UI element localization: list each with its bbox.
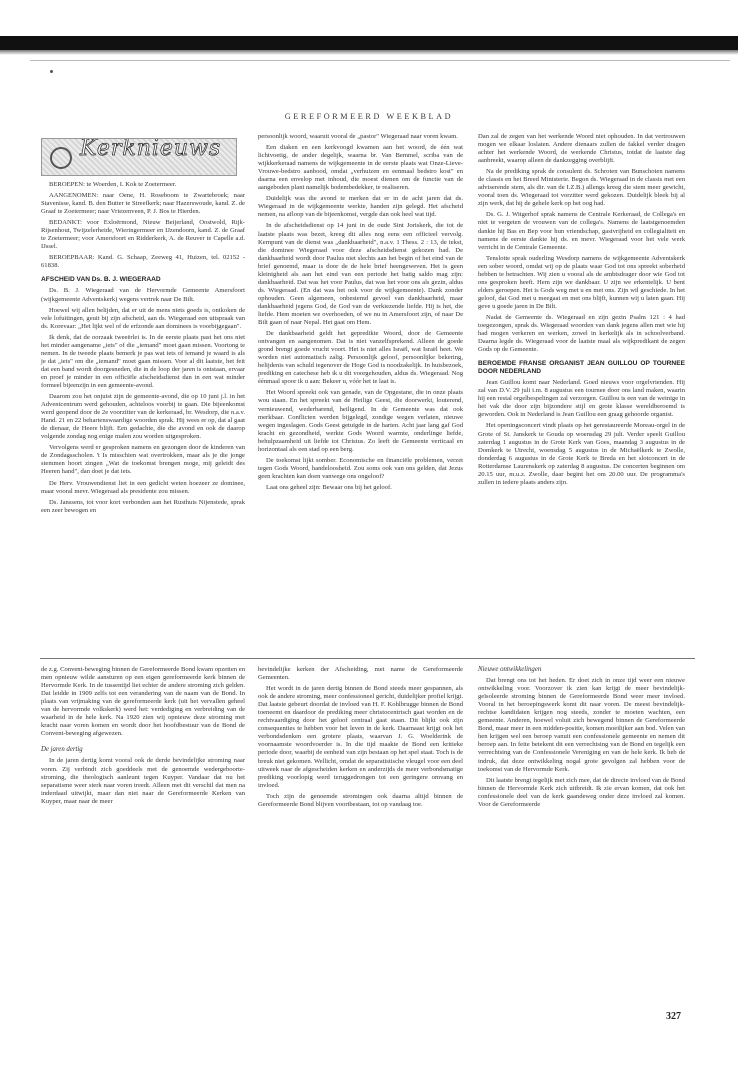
- column-2: [258, 133, 463, 495]
- article-paragraph: Ik denk, dat de oorzaak tweeërlei is. In de eerste plaats past het ons niet het minder aangename „iets" of die „iemand" moet gaan missen. Voortong te nemen. In de tweede plaats bemerk je pas wat iets of iemand je waard is als je dat „iets" om die „iemand" moet gaan missen. Voor al dit laatste, het feit dat een band wordt doorgesneden, die in de loop der jaren is ontstaan, ervaar en proef je minder in een officiële afscheidsdienst dan in een wat minder formeel bijeenzijn in een gemeente-avond.: [41, 333, 245, 389]
- article-paragraph: persoonlijk woord, waaruit vooral de „pastor" Wiegeraad naar voren kwam.: [258, 133, 458, 140]
- article-paragraph: Laat ons geheel zijn: Bewaar ons bij het geloof.: [266, 483, 392, 491]
- announcement-paragraph: BEDANKT: voor Exloërmond, Nieuw Beijerland, Oostwold, Rijk-Rijsenhout, Twijzelerheide, Wieringermeer en IJzendoorn, kand. Z. de Graaf te Zoetermeer; voor Amersfoort en Ridderkerk, A. de Reuver te Capelle a.d. IJssel.: [41, 219, 245, 251]
- article-paragraph: bevindelijke kerken der Afscheiding, met name de Gereformeerde Gemeenten.: [258, 666, 463, 682]
- article-paragraph: Ds. Janssens, tot voor kort verbonden aan het Rusthuis Nijenstede, sprak een zeer bewogen en: [41, 498, 245, 514]
- article-paragraph: Duidelijk was die avond te merken dat er in de acht jaren dat ds. Wiegeraad in de wijkgemeente werkte, handen zijn gelegd. Het afscheid nemen, na afloop van de bijeenkomst, vergde dan ook heel wat tijd.: [258, 195, 463, 219]
- article-paragraph: Tenslotte sprak ouderling Wesdorp namens de wijkgemeente Adventskerk een sober woord, omdat wij op de plaats waar God tot ons spreekt soberheid hebben te betrachten. Wij zien u vooral als de ambtsdrager door wie God tot ons gesproken heeft. Hem zijn we dankbaar. U zijn we erkentelijk. U bent elders geroepen. Het is Gods weg met u en met ons. Zijn wil geschiede. In het geloof, dat God met u meegaat en met ons blijft, kunnen wij u laten gaan. Hij geve u goede jaren in De Bilt.: [478, 254, 685, 310]
- article-paragraph: Ds. G. J. Witgerhof sprak namens de Centrale Kerkeraad, de Collega's en niet te vergeten de vrouwen van de collega's. Namens de laatstgenoemden dankte hij Bas en Bep voor hun vriendschap, gastvrijheid en collegialiteit en namens de eerste dankte hij ds. en mevr. Wiegeraad voor het vele werk verricht in de Centrale Gemeente.: [478, 211, 685, 251]
- bottom-column-1: [41, 666, 245, 809]
- article-paragraph: Het wordt in de jaren dertig binnen de Bond steeds meer gespannen, als ook de andere stroming, meer confessioneel gericht, duidelijker profiel krijgt. Dat laatste gebeurt doordat de invloed van H. F. Kohlbrugge binnen de Bond toeneemt en daardoor de prediking meer christocentrisch gaat worden en de rechtvaardiging door het geloof centraal gaat staan. Dit blijkt ook zijn consequenties te hebben voor het leven in de kerk. Daarnaast krijgt ook het verbondsdenken een grotere plaats, waarvan J. G. Woelderink de voornaamste woordvoerder is. In die tijd maakte de Bond een kritieke periode door, waarbij de eenheid van zijn bestaan op het spel staat. Toch is de breuk niet gekomen. Wellicht, omdat de separatistische vleugel voor een deel uitweek naar de afgescheiden kerken en anderzijds de meer verbondsmatige prediking voorlopig werd teruggedrongen tot een geringere omvang en invloed.: [258, 685, 463, 789]
- announcement-paragraph: BEROEPBAAR: Kand. G. Schaap, Zeeweg 41, Huizen, tel. 02152 - 61838.: [41, 254, 245, 270]
- article-paragraph: Dan zal de zegen van het werkende Woord niet ophouden. In dat vertrouwen mogen we elkaar loslaten. Andere dienaars zullen de fakkel verder dragen achter het werkende Woord, de werkende Christus, totdat de laatste dag aanbreekt, waarop alleen de dankzegging overblijft.: [478, 133, 685, 165]
- column-3: [478, 133, 685, 490]
- article-paragraph: Dat brengt ons tot het heden. Er doet zich in onze tijd weer een nieuwe ontwikkeling voor. Voorzover ik zien kan krijgt de meer bevindelijk-geïsoleerde stroming binnen de Gereformeerde Bond weer meer invloed. Vooral in het beroepingswerk komt dit naar voren. De meest bevindelijk-rechtse kandidaten krijgen nog steeds, zonder te moeten wachten, een gemeente. Anderen, hoewel voluit zich bewegend binnen de Gereformeerde Bond, maar meer in een midden-positie, komen moeilijker aan bod. Velen van hen krijgen wel een beroep vanuit een confessionele gemeente en nemen dit beroep aan. In feite betekent dit een verrechtsing van de Bond en tegelijk een verrechtsing van de Confessionele Vereniging en van de hele kerk. Ik heb de indruk, dat deze ontwikkeling nogal grote gevolgen zal hebben voor de toekomst van de Hervormde Kerk.: [478, 677, 685, 773]
- article-paragraph: De dankbaarheid geldt het gepredikte Woord, door de Gemeente ontvangen en aangenomen. Dat is niet vanzelfsprekend. Alleen de goede grond brengt goede vrucht voort. Het is niet alles Israël, wat Israël heet. We worden niet automatisch zalig. Persoonlijk geloof, persoonlijke bekering, belijdenis van schuld tegenover de Hoge God is noodzakelijk. In huisbezoek, prediking en catechese heb ik u dit voorgehouden, aldus ds. Wiegeraad. Nog éénmaal spoor ik u aan: Bekeer u, vóór het te laat is.: [258, 330, 463, 386]
- announcement-paragraph: BEROEPEN: te Woerden, I. Kok te Zoetermeer.: [49, 181, 177, 188]
- article-paragraph: Jean Guillou komt naar Nederland. Goed nieuws voor orgelvrienden. Hij zal van D.V. 29 juli t.m. 8 augustus een tournee door ons land maken, waarin hij een restal orgelbespelingen zal verzorgen. Guillou is een van de weinige in het vak die door zijn bijzondere stijl en grote klasse wereldberoemd is geworden. Ook in Nederland is Jean Guillou een graag gehoorde organist.: [478, 379, 685, 419]
- kerknieuws-logo: [41, 138, 237, 176]
- page-number: 327: [666, 1011, 681, 1022]
- ornament-icon: [50, 147, 72, 169]
- article-paragraph: De toekomst lijkt somber. Economische en financiële problemen, verzet tegen Gods Woord, handeloosheid. Zou soms ook van ons gelden, dat Jezus geen krachten kan doen vanwege ons ongeloof?: [258, 456, 463, 480]
- article-paragraph: Dit laatste brengt tegelijk met zich mee, dat de directe invloed van de Bond binnen de Hervormde Kerk zich uitbreidt. Ik zie ervan komen, dat ook het confessionele deel van de kerk gaandeweg onder deze invloed zal komen. Voor de Gereformeerde: [478, 776, 685, 808]
- article-heading: AFSCHEID VAN Ds. B. J. WIEGERAAD: [41, 276, 161, 284]
- article-paragraph: Een diaken en een kerkvoogd kwamen aan het woord, de één wat lichtvoetig, de ander degelijk, waarna br. Van Bemmel, scriba van de wijkkerkeraad namens de wijkgemeente in de eerste plaats wat Onze-Lieve-Vrouwe-bedstro aanbood, omdat „verhuizen en eenmaal bedstro kost" en daarna een envelop met inhoud, die moest dienen om de functie van de aangeboden plant namelijk bodembedekker, te realiseren.: [258, 144, 463, 192]
- article-paragraph: Ds. B. J. Wiegeraad van de Hervormde Gemeente Amersfoort (wijkgemeente Adventskerk) wegens vertrek naar De Bilt.: [41, 287, 245, 303]
- column-1: [41, 138, 245, 518]
- scan-top-shadow: [0, 50, 738, 55]
- article-paragraph: Het openingsconcert vindt plaats op het gerestaureerde Moreau-orgel in de Grote of St. Janskerk te Gouda op woensdag 29 juli. Verder speelt Guillou zaterdag 1 augustus in de Grote Kerk van Goes, maandag 3 augustus in de Domkerk te Utrecht, woensdag 5 augustus in de Michaëlkerk te Zwolle, donderdag 6 augustus in de Grote Kerk te Breda en het slotconcert in de Rotterdamse Laurenskerk op zaterdag 8 augustus. De concerten beginnen om 20.15 uur, m.u.z. Zwolle, daar begint het om 20.00 uur. De programma's zullen in iedere plaats anders zijn.: [478, 422, 685, 486]
- bottom-column-3: [478, 666, 685, 812]
- article-paragraph: Daarom zou het onjuist zijn de gemeente-avond, die op 10 juni j.l. in het Adventcentrum werd gehouden, achteloos voorbij te gaan. Die bijeenkomst werd geopend door de 2e voorzitter van de kerkeraad, br. Wesdorp, die n.a.v. Hand. 21 en 22 behartenswaardige woorden sprak. Hij wees er op, dat al gaat de dienaar, de Heere blijft. Een gedachte, die die avond en ook de daarop volgende zondag nog enige malen zou worden uitgesproken.: [41, 393, 245, 441]
- scan-top-bar: [0, 36, 738, 50]
- section-divider: [40, 658, 695, 659]
- article-heading: BEROEMDE FRANSE ORGANIST JEAN GUILLOU OP TOURNEE DOOR NEDERLAND: [478, 360, 685, 376]
- article-paragraph: Vervolgens werd er gesproken namens en gezongen door de kinderen van de Zondagsscholen. 't Is misschien wat overtrokken, maar als je die jonge stemmen hoort zingen „Wat de toekomst brengen moge, mij geleidt des Heeren hand", dan doet je dat iets.: [41, 444, 245, 476]
- article-paragraph: Na de prediking sprak de consulent ds. Schroten van Bunschoten namens de classis en het Breed Ministerie. Begon ds. Wiegeraad in de classis met een adviserende stem, als dir. van de I.Z.B.) allengs kreeg die stem meer gewicht, vooral toen ds. Wiegeraad tot vorzitter werd gekozen. Duidelijk bleek bij al zijn werk, dat hij de gehele kerk op het oog had.: [478, 168, 685, 208]
- scan-speck: [50, 70, 53, 73]
- article-paragraph: Toch zijn de genoemde stromingen ook daarna altijd binnen de Gereformeerde Bond blijven voortbestaan, tot op vandaag toe.: [258, 792, 463, 808]
- section-subheading: De jaren dertig: [41, 746, 83, 754]
- article-paragraph: Het Woord spreekt ook van genade, van de Opgestane, die in onze plaats wou staan. En het spreekt van de Heilige Geest, die doorwerkt, louterend, vernieuwend, wederbarend, heiligend. In de Gemeente was dat ook merkbaar. Conflicten werden bijgelegd, zondige wegen verlaten, nieuwe wegen ingeslagen. Gods Geest getuigde in de harten. Acht jaar lang gaf God kracht en gezondheid, werkte Gods Woord warmte, onderlinge liefde, behulpzaamheid uit liefde tot Christus. Zo leeft de Gemeente verticaal en horizontaal als een stad op een berg.: [258, 389, 463, 453]
- announcement-paragraph: AANGENOMEN: naar Oene, H. Roseboom te Zwartebroek; naar Stavenisse, kand. B. den Butter te Streefkerk; naar Hazerswoude, kand. Z. de Graaf te Zoetermeer; naar Vriezenveen, P. J. Bos te Hierden.: [41, 192, 245, 216]
- article-paragraph: In de afscheidsdienst op 14 juni in de oude Sint Joriskerk, die tot de laatste plaats was bezet, kreeg dit alles nog eens een officieel vervolg. Kernpunt van de dienst was „dankbaarheid", n.a.v. 1 Thess. 2 : 13, de tekst, die dominee Wiegeraad voor deze afscheidsdienst gekozen had. De dankbaarheid wordt door Paulus niet slechts aan het begin of het eind van de brief genoemd, maar is door de de hele brief heengeweven. Het is geen kleinigheid als aan het eind van een periode het batig saldo mag zijn: dankbaarheid. Dat was het voor Paulus, dat was het voor ons als gezin, aldus ds. Wiegeraad. (En dat was het ook voor de wijkgemeente). Dank zonder ophouden. Geen algemeen, onbestemd gevoel van dankbaarheid, maar dankbaarheid jegens God, de God van de verkiezende liefde. Hij is het, die liefde. Hem moeten we overhoeden, of we nu in Amersfoort zijn, of naar De Bilt gaan of naar Nepal. Het gaat om Hem.: [258, 222, 463, 327]
- section-subheading: Nieuwe ontwikkelingen: [478, 666, 542, 673]
- scan-line: [30, 60, 730, 61]
- article-paragraph: de z.g. Convent-beweging binnen de Gereformeerde Bond kwam opzetten en men opnieuw wilde aansturen op een eigen gereformeerde kerk binnen de Hervormde Kerk. In de tussentijd liet echter de andere stroming zich gelden. Dat leidde in 1909 zelfs tot een verandering van de naam van de Bond. In plaats van vrijmaking van de gereformeerde kerk (uit het vervallen geheel van de hervormde volkskerk) werd het: verdediging en verbreiding van de waarheid in de hele kerk. Na 1920 zien wij opnieuw deze stroming met kracht naar voren komen en wordt door het hoofdbestuur van de Bond de Convent-beweging afgewezen.: [41, 666, 245, 738]
- article-paragraph: De Herv. Vrouwendienst liet in een gedicht weten hoezeer ze dominee, maar vooral mevr. Wiegeraad als presidente zou missen.: [41, 479, 245, 495]
- article-paragraph: Hoewel wij allen belijden, dat er uit de mens niets goeds is, ontkoken de vele lofuitingen, geuit bij zijn afscheid, aan ds. Wiegeraad een uitspraak van ds. Korevaar: „Het lijkt wel of de erfzonde aan dominees is voorbijgegaan".: [41, 306, 245, 330]
- article-paragraph: In de jaren dertig komt vooral ook de derde bevindelijke stroming naar voren. Zij verbindt zich goeddeels met de genoemde wedergeboorte-stroming, die theologisch aanleunt tegen Kuyper. Vandaar dat nu het separatisme weer sterk naar voren treedt. Alleen met dit verschil dat men na inderdaad uitwijkt, maar dan niet naar de Gereformeerde Kerken van Kuyper, maar naar de meer: [41, 757, 245, 805]
- logo-text: Kerknieuws: [80, 138, 222, 161]
- bottom-column-2: [258, 666, 463, 812]
- running-head: GEREFORMEERD WEEKBLAD: [284, 112, 454, 121]
- article-paragraph: Nadat de Gemeente ds. Wiegeraad en zijn gezin Psalm 121 : 4 had toegezongen, sprak ds. Wiegeraad woorden van dank jegens allen met wie hij had mogen verkeren en werken, zowel in kerkelijk als in schoolverband. Daarna legde ds. Wiegeraad voor de laatste maal als wijkpredikant de zegen Gods op de Gemeente.: [478, 313, 685, 354]
